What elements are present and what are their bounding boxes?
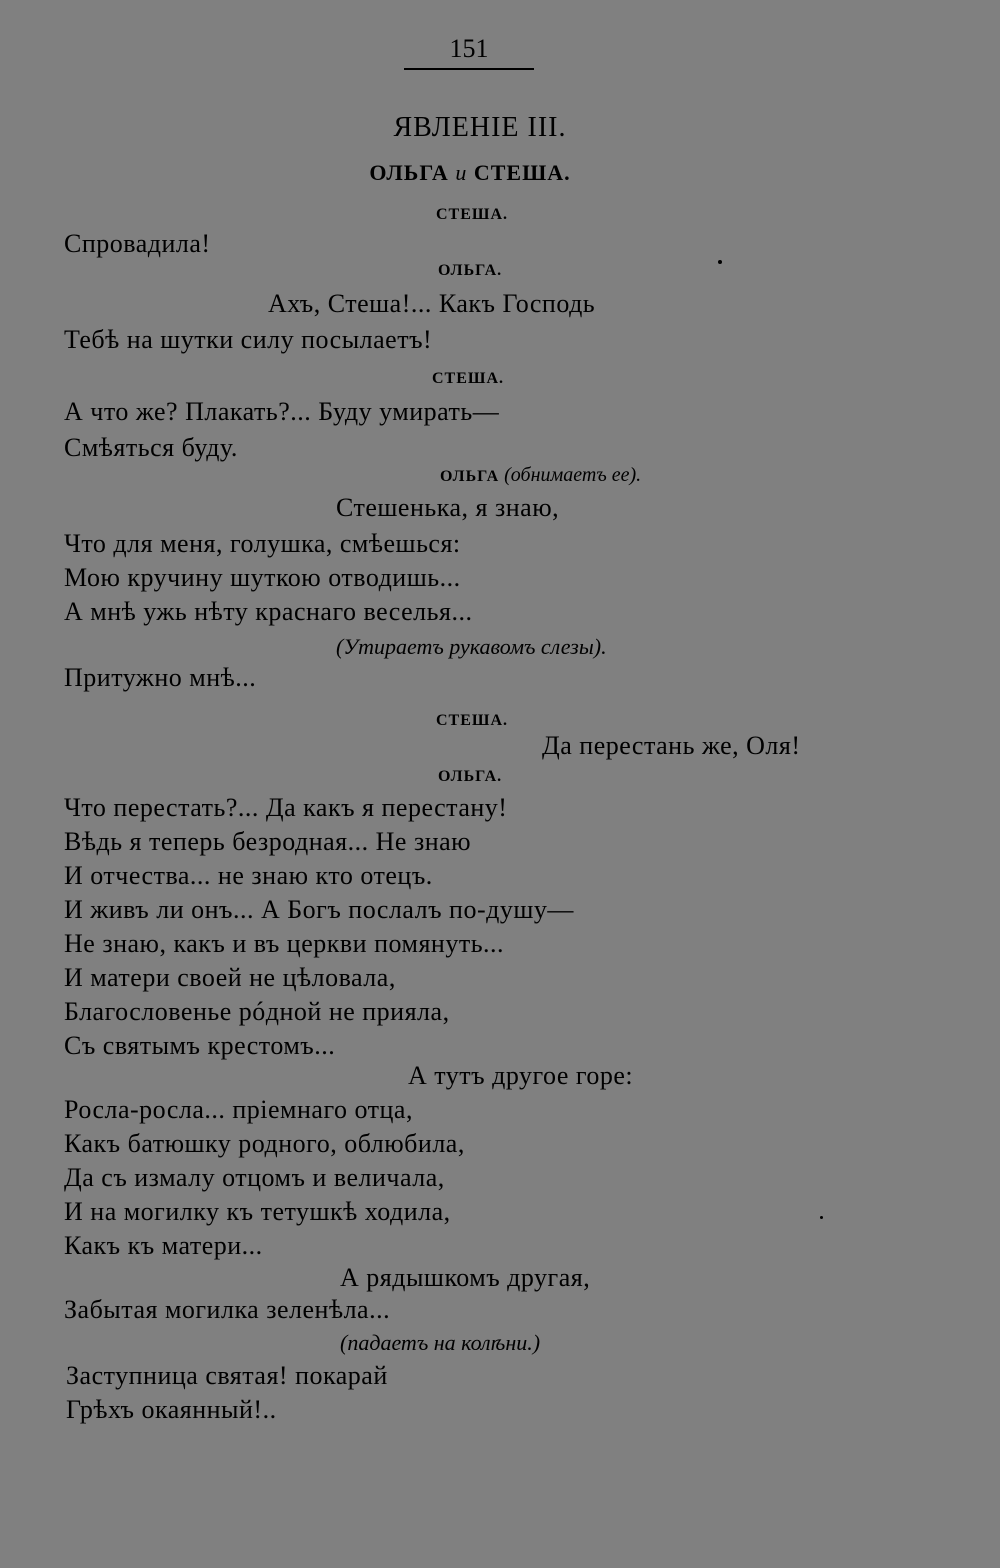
characters-conjunction: и — [455, 160, 468, 185]
scene-title: ЯВЛЕНІЕ III. — [393, 112, 567, 143]
speaker-stesha: СТЕША. — [432, 370, 505, 387]
verse-line: Съ святымъ крестомъ... — [64, 1031, 336, 1060]
verse-line: Росла-росла... пріемнаго отца, — [64, 1095, 413, 1124]
scene-characters — [0, 160, 940, 186]
speaker-olga: ОЛЬГА. — [438, 768, 503, 785]
speaker-direction: (обнимаетъ ее). — [504, 464, 642, 486]
speaker-olga: ОЛЬГА. — [438, 262, 503, 279]
verse-line: Да перестань же, Оля! — [542, 731, 801, 760]
verse-line: Какъ батюшку родного, облюбила, — [64, 1129, 465, 1158]
page-number: 151 — [404, 34, 534, 70]
verse-line: А что же? Плакать?... Буду умирать— — [64, 397, 500, 426]
stage-direction: (Утираетъ рукавомъ слезы). — [336, 634, 607, 659]
verse-line: Что для меня, голушка, смѣешься: — [64, 529, 461, 558]
ink-speck — [718, 260, 722, 264]
verse-line: И матери своей не цѣловала, — [64, 963, 396, 992]
verse-line: А рядышкомъ другая, — [340, 1263, 591, 1292]
verse-line: Забытая могилка зеленѣла... — [64, 1295, 391, 1324]
verse-line: Да съ измалу отцомъ и величала, — [64, 1163, 445, 1192]
speaker-stesha: СТЕША. — [436, 712, 509, 729]
verse-line: Смѣяться буду. — [64, 433, 238, 462]
verse-line: И живъ ли онъ... А Богъ послалъ по-душу— — [64, 895, 574, 924]
verse-line: Тебѣ на шутки силу посылаетъ! — [64, 325, 433, 354]
verse-line: Какъ къ матери... — [64, 1231, 263, 1260]
verse-line: Что перестать?... Да какъ я перестану! — [64, 793, 508, 822]
verse-line: Спровадила! — [64, 229, 211, 258]
speaker-name: ОЛЬГА — [440, 468, 500, 485]
stage-direction: (падаетъ на колѣни.) — [340, 1330, 541, 1355]
speaker-stesha: СТЕША. — [436, 206, 509, 223]
verse-line: Стешенька, я знаю, — [336, 493, 560, 522]
verse-line: Ахъ, Стеша!... Какъ Господь — [268, 289, 596, 318]
verse-line: А мнѣ ужь нѣту краснаго веселья... — [64, 597, 473, 626]
ink-speck — [820, 1216, 823, 1219]
verse-line: И на могилку къ тетушкѣ ходила, — [64, 1197, 451, 1226]
verse-line: Притужно мнѣ... — [64, 663, 257, 692]
character-name-stesha: СТЕША. — [473, 160, 571, 185]
verse-line: И отчества... не знаю кто отецъ. — [64, 861, 433, 890]
verse-line: Грѣхъ окаянный!.. — [66, 1395, 277, 1424]
verse-line: Благословенье рóдной не прияла, — [64, 997, 450, 1026]
speaker-olga — [440, 464, 641, 487]
character-name-olga: ОЛЬГА — [369, 160, 449, 185]
verse-line: Не знаю, какъ и въ церкви помянуть... — [64, 929, 505, 958]
verse-line: А тутъ другое горе: — [408, 1061, 634, 1090]
verse-line: Вѣдь я теперь безродная... Не знаю — [64, 827, 472, 856]
verse-line: Мою кручину шуткою отводишь... — [64, 563, 461, 592]
verse-line: Заступница святая! покарай — [66, 1361, 388, 1390]
